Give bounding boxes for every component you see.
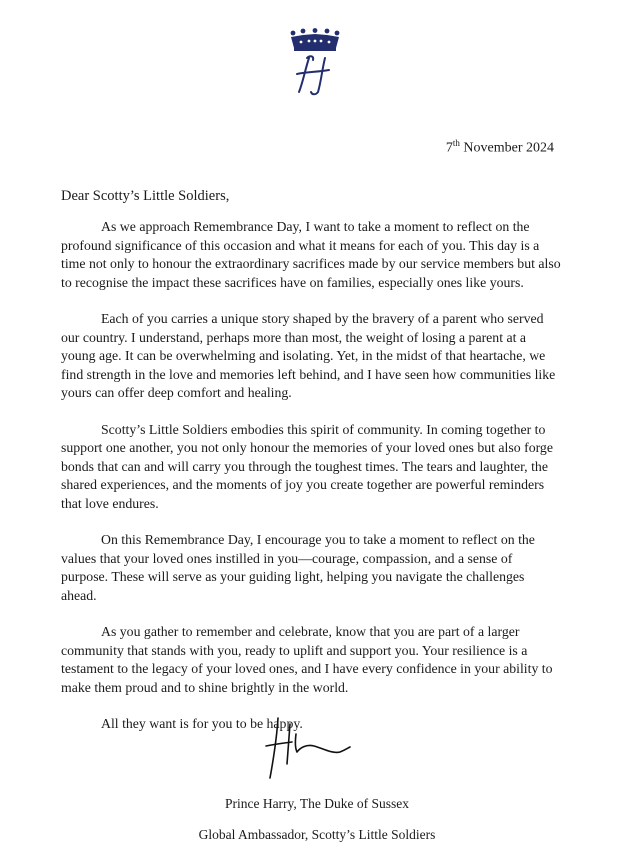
- paragraph: Each of you carries a unique story shaped by the bravery of a parent who served our country. I understand, perhaps more than most, the weight of losing a parent at a young age. It can be overwhelming and isolating. Yet, in the midst of that heartache, we find strength in the love and memories left behind, and I have seen how communities like yours can offer deep comfort and healing.: [61, 311, 556, 400]
- paragraph: As you gather to remember and celebrate, know that you are part of a larger community that stands with you, ready to uplift and support you. Your resilience is a testament to the legacy of your loved ones, and I have every confidence in your ability to make them proud and to shine brightly in the world.: [61, 624, 553, 695]
- paragraph: Scotty’s Little Soldiers embodies this spirit of community. In coming together to support one another, you not only honour the memories of your loved ones but also forge bonds that can and will carry you through the toughest times. The tears and laughter, the shared experiences, and the moments of joy you create together are powerful reminders that love endures.: [61, 421, 553, 511]
- paragraph: On this Remembrance Day, I encourage you to take a moment to reflect on the values that your loved ones instilled in you—courage, compassion, and a sense of purpose. These will serve as your guiding light, helping you navigate the challenges ahead.: [61, 532, 535, 603]
- crest-monogram-icon: [285, 28, 345, 98]
- date-suffix: th: [452, 138, 460, 148]
- letter-body: [61, 218, 561, 752]
- letter-date: [446, 138, 554, 157]
- handwritten-signature-icon: [262, 712, 362, 782]
- paragraph: All they want is for you to be happy.: [101, 716, 303, 731]
- paragraph: As we approach Remembrance Day, I want to take a moment to reflect on the profound significance of this occasion and what it means for each of you. This day is a time not only to honour the extraordinary sacrifices made by our service members but also to recognise the impact these sacrifices have on families, especially ones like yours.: [61, 219, 561, 290]
- date-month-year: November 2024: [463, 140, 554, 156]
- salutation: Dear Scotty’s Little Soldiers,: [61, 188, 230, 204]
- signatory-name: Prince Harry, The Duke of Sussex: [224, 796, 410, 811]
- date-day: 7: [445, 140, 453, 156]
- signatory-role: Global Ambassador, Scotty’s Little Soldiers: [198, 827, 436, 842]
